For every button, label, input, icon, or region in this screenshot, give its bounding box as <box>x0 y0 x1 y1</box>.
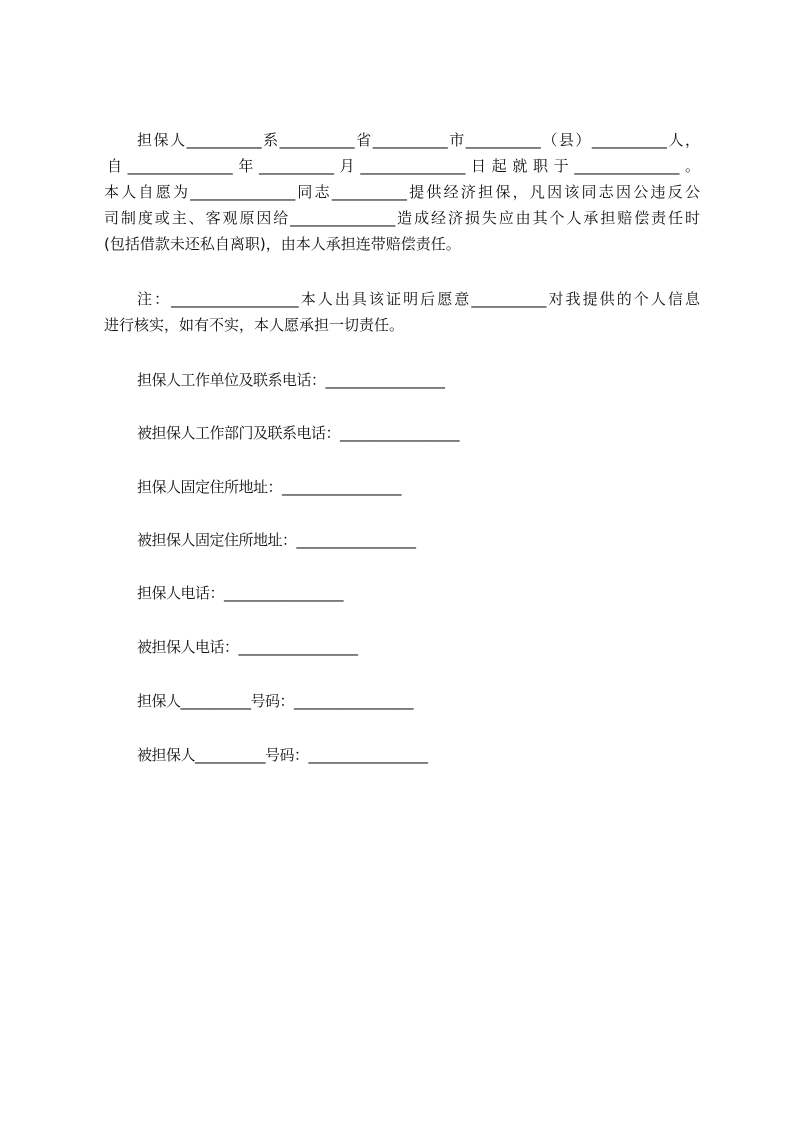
guaranteed-phone-field: 被担保人电话：_________________ <box>137 638 358 656</box>
guarantor-phone-field: 担保人电话：_________________ <box>137 584 344 602</box>
paragraph-line: (包括借款未还私自离职)，由本人承担连带赔偿责任。 <box>104 235 461 253</box>
guaranteed-address-field: 被担保人固定住所地址：_________________ <box>137 531 416 549</box>
paragraph-line: 司制度或主、客观原因给______________造成经济损失应由其个人承担赔偿责任时 <box>104 209 700 227</box>
guarantor-workplace-phone-field: 担保人工作单位及联系电话：_________________ <box>137 371 445 389</box>
guaranteed-department-phone-field: 被担保人工作部门及联系电话：_________________ <box>137 424 460 442</box>
guaranteed-id-number-field: 被担保人__________号码：_________________ <box>137 746 428 764</box>
paragraph-line: 本人自愿为______________同志__________提供经济担保，凡因该同志因公违反公 <box>104 183 700 201</box>
paragraph-line: 担保人__________系__________省__________市__________（县）__________人， <box>137 131 700 149</box>
paragraph-line: 自______________年__________月______________日起就职于______________。 <box>107 157 700 175</box>
note-line: 注：_________________本人出具该证明后愿意__________对我提供的个人信息 <box>137 290 700 308</box>
note-line: 进行核实，如有不实，本人愿承担一切责任。 <box>104 316 405 334</box>
guarantor-id-number-field: 担保人__________号码：_________________ <box>137 692 414 710</box>
guarantor-address-field: 担保人固定住所地址：_________________ <box>137 478 402 496</box>
